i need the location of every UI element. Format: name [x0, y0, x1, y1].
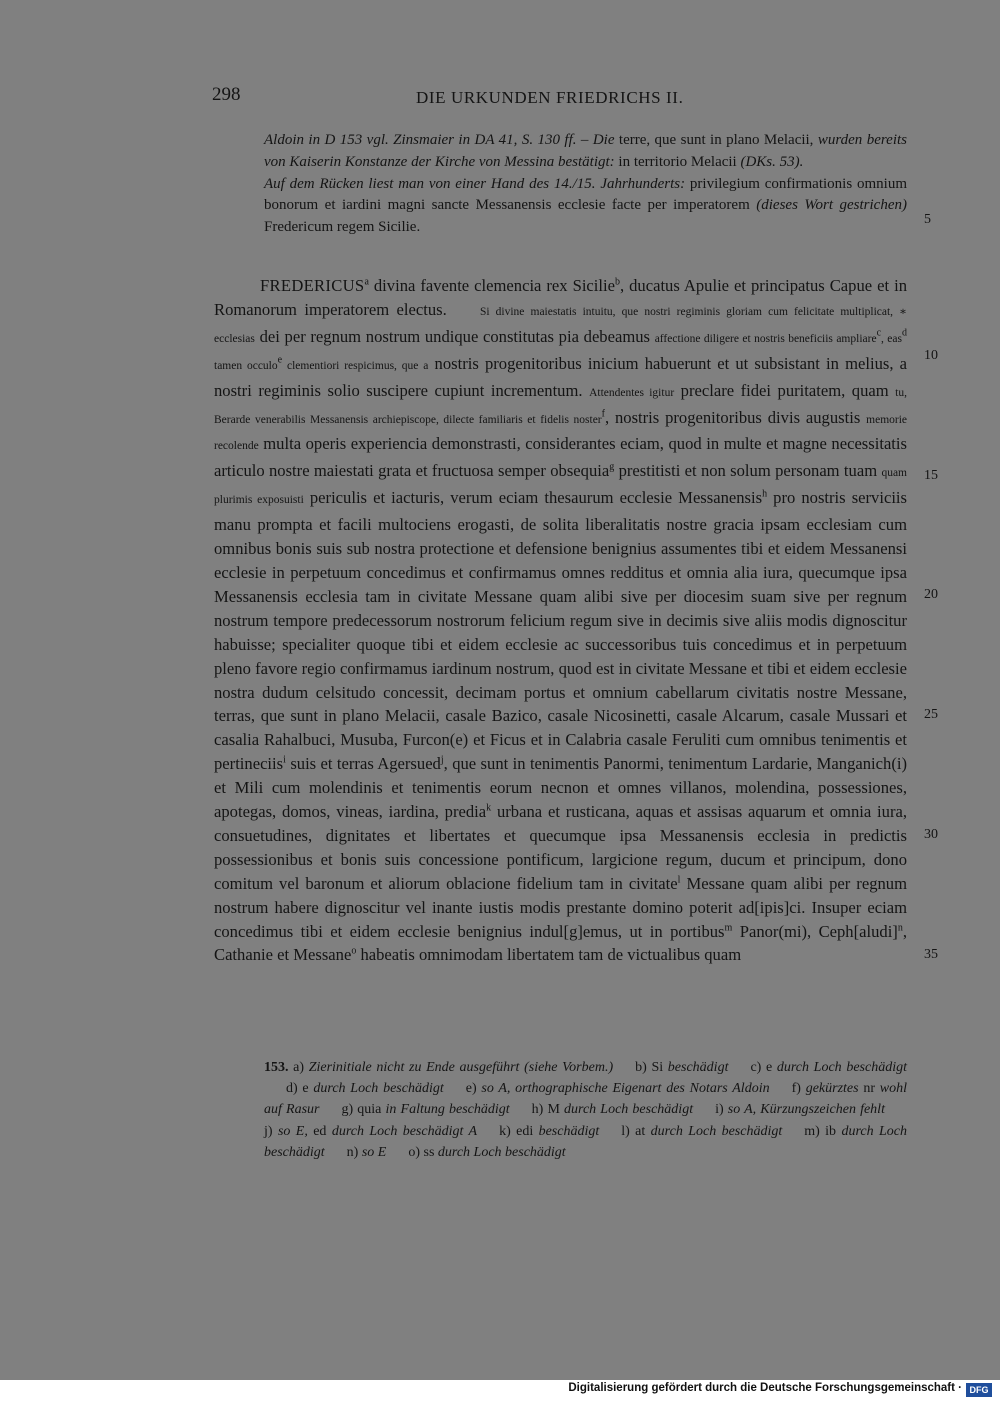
apparatus-ref: h [762, 488, 768, 500]
note-text: wohl auf Rasur [264, 1081, 907, 1118]
charter-text-run: , que sunt in tenimentis Panormi, tenimentum Lardarie, Manganich(i) et Mili cum molendinis et tenimentis eorum necnon et omnes villanos, molendina, possessiones, apotegas, domos, vineas, iardina, predia [214, 754, 907, 822]
charter-text-run: suis et terras Agersued [285, 754, 441, 774]
note-text: durch Loch beschädigt [650, 1123, 783, 1139]
apparatus-ref: j [440, 754, 444, 766]
charter-text-run: habeatis omnimodam libertatem tam de victualibus quam [356, 945, 742, 965]
preliminary-remarks [264, 130, 907, 239]
note-text: gekürztes [805, 1081, 859, 1097]
note-label: o) ss [408, 1144, 438, 1160]
prelim-text: (dieses Wort gestrichen) [756, 197, 907, 214]
line-number: 30 [924, 827, 938, 842]
note-text: durch Loch beschädigt [564, 1102, 694, 1118]
apparatus-ref: f [601, 408, 605, 419]
charter-text-run: Attendentes igitur [589, 386, 675, 399]
charter-text-run: affectione diligere et nostris beneficiis ampliare [654, 332, 877, 345]
apparatus-ref: d [902, 327, 907, 339]
line-number: 25 [924, 707, 938, 722]
apparatus-ref: i [283, 754, 286, 766]
line-number: 5 [924, 212, 931, 227]
note-label: m) ib [804, 1123, 842, 1139]
prelim-paragraph [264, 130, 907, 174]
charter-text [214, 274, 907, 967]
note-label: e) [465, 1081, 482, 1097]
apparatus-ref: g [609, 461, 615, 473]
charter-text-run: tamen occulo [214, 359, 278, 372]
charter-text-run: prestitisti et non solum personam tuam [614, 461, 882, 481]
charter-text-run: clementiori respicimus, que a [282, 359, 429, 372]
prelim-text: Aldoin in D 153 vgl. Zinsmaier in DA 41, S. 130 ff. – Die [264, 132, 615, 148]
charter-text-run: pro nostris serviciis manu prompta et facili multociens erogasti, de solita liberalitatis nostre gracia ipsam ecclesiam cum omnibus bonis suis sub nostra protectione et defensione benignius assumentes tibi et eidem Messanensi ecclesie in perpetuum concedimus et confirmamus omnes redditus et omnia alia iura, quecumque ipsa Messanensis ecclesia tam in civitate Messane quam alibi sive per diocesim suam sive per regnum nostrum tempore predecessorum nostrorum felicium regum sive in decimis sive aliis modis dignoscitur habuisse; specialiter quoque tibi et eidem ecclesie ac successoribus tuis concedimus et in perpetuum pleno favore regio confirmamus iardinum nostrum, quod est in civitate Messane et tibi et eidem ecclesie nostra dudum celsitudo concessit, decimam portus et omnium cabellarum civitatis nostre Messane, terras, que sunt in plano Melacii, casale Bazico, casale Nicosinetti, casale Alcarum, casale Mussari et casalia Rahalbuci, Musuba, Furcon(e) et Ficus et in Calabria casale Feruliti cum omnibus tenimentis et pertineciis [214, 488, 907, 774]
note-text: durch Loch beschädigt A [331, 1123, 478, 1139]
charter-text-run: Panor(mi), Ceph[aludi] [732, 921, 898, 941]
note-text: beschädigt [538, 1123, 600, 1139]
note-text: durch Loch beschädigt [437, 1144, 566, 1160]
apparatus-ref: a [364, 276, 369, 288]
note-text: so A, Kürzungszeichen fehlt [727, 1102, 885, 1118]
note-label: a) [288, 1060, 309, 1075]
charter-text-run: preclare fidei puritatem, quam [674, 380, 896, 400]
note-text: so A, orthographische Eigenart des Notars Aldoin [481, 1081, 770, 1097]
note-text: in Faltung beschädigt [385, 1102, 510, 1118]
note-label: j) [264, 1123, 278, 1139]
charter-text-run: , eas [881, 332, 902, 345]
line-number: 35 [924, 947, 938, 962]
dfg-logo-icon: DFG [966, 1383, 992, 1397]
running-head: DIE URKUNDEN FRIEDRICHS II. [416, 88, 684, 107]
apparatus-ref: e [277, 354, 283, 366]
note-label: h) M [531, 1102, 565, 1118]
charter-text-run: multa operis experiencia demonstrasti, considerantes eciam, quod in multe et magne necessitatis articulo nostre maiestati grata et fructuosa semper obsequia [214, 434, 907, 481]
document-number: 153. [264, 1060, 289, 1075]
charter-text-run: , Cathanie et Messane [214, 921, 907, 965]
charter-text-run: , nostris progenitoribus divis augustis [604, 407, 867, 427]
apparatus-ref: b [614, 276, 620, 288]
note-text: beschädigt [667, 1060, 729, 1075]
note-text: durch Loch beschädigt [776, 1060, 907, 1075]
apparatus-notes [264, 1057, 907, 1163]
charter-text-run: urbana et rusticana, aquas et assisas aquarum et omnia iura, consuetudines, dignitates et libertates et quecumque ipsa Messanensis ecclesia in predictis possessionibus et bonis suis concessione pontificum, largicione regum, ducum et principum, dono comitum vel baronum et aliorum oblacione fidelium tam in civitate [214, 802, 908, 893]
critical-apparatus [264, 1057, 907, 1163]
charter-text-run: , ducatus Apulie et principatus Capue et in Romanorum imperatorem electus. [214, 276, 907, 319]
charter-text-run: divina favente clemencia rex Sicilie [368, 276, 615, 295]
charter-text-run: dei per regnum nostrum undique constitutas pia debeamus [254, 326, 655, 346]
footer-bar [0, 1380, 1000, 1402]
note-label: c) e [750, 1060, 777, 1075]
line-number: 10 [924, 348, 938, 363]
apparatus-ref: o [351, 945, 357, 957]
charter-text-run: tu, Berarde venerabilis Messanensis archiepiscope, dilecte familiaris et fidelis noster [214, 386, 907, 426]
page-number: 298 [212, 84, 241, 105]
apparatus-ref: c [876, 327, 882, 339]
note-label: nr [858, 1081, 880, 1097]
charter-text-run: nostris progenitoribus inicium habuerunt et ut subsistant in melius, a nostri regiminis solio suscipere cupiunt incrementum. [214, 353, 907, 400]
prelim-text: privilegium confirmationis omnium bonorum et iardini magni sancte Messanensis ecclesie facte per imperatorem [264, 175, 907, 214]
note-text: durch Loch beschädigt [264, 1123, 907, 1160]
prelim-paragraph [264, 174, 907, 239]
note-label: i) [715, 1102, 728, 1118]
line-number: 20 [924, 587, 938, 602]
apparatus-ref: k [486, 802, 492, 814]
prelim-text: Fredericum regem Sicilie. [264, 219, 421, 236]
note-label: d) e [286, 1081, 314, 1097]
prelim-text: terre, que sunt in plano Melacii, [614, 132, 818, 148]
line-number: 15 [924, 468, 938, 483]
note-label: b) Si [635, 1060, 668, 1075]
charter-paragraph [214, 274, 907, 967]
note-label: k) edi [499, 1123, 539, 1139]
note-label: f) [791, 1081, 806, 1097]
prelim-text: (DKs. 53). [740, 153, 804, 170]
apparatus-ref: n [897, 922, 903, 934]
note-text: durch Loch beschädigt [313, 1081, 444, 1097]
note-text: so E [361, 1144, 387, 1160]
note-text: Zierinitiale nicht zu Ende ausgeführt (siehe Vorbem.) [308, 1060, 614, 1075]
apparatus-ref: l [677, 874, 681, 886]
charter-text-run: Si divine maiestatis intuitu, que nostri regiminis gloriam cum felicitate multiplicat, ∗ ecclesias [214, 305, 907, 345]
note-label: n) [346, 1144, 362, 1160]
note-label: g) quia [341, 1102, 386, 1118]
note-label: ed [307, 1123, 332, 1139]
note-label: l) at [621, 1123, 651, 1139]
charter-text-run: memorie recolende [214, 413, 908, 453]
charter-text-run: periculis et iacturis, verum eciam thesaurum ecclesie Messanensis [303, 488, 763, 508]
funding-credit: Digitalisierung gefördert durch die Deutsche Forschungsgemeinschaft · [568, 1382, 962, 1394]
prelim-text: in territorio Melacii [614, 153, 741, 170]
charter-text-run: FREDERICUS [260, 276, 365, 295]
note-text: so E, [277, 1123, 308, 1139]
charter-text-run: Messane quam alibi per regnum nostrum habere dignoscitur vel inante iustis modis prestante domino poterit ad[ipis]ci. Insuper eciam concedimus tibi et eidem ecclesie benignius indul[g]emus, ut in portibus [214, 873, 907, 941]
prelim-text: wurden bereits von Kaiserin Konstanze der Kirche von Messina bestätigt: [264, 132, 907, 170]
prelim-text: Auf dem Rücken liest man von einer Hand des 14./15. Jahrhunderts: [264, 175, 686, 192]
charter-text-run: quam plurimis exposuisti [214, 467, 907, 507]
apparatus-ref: m [724, 922, 733, 934]
